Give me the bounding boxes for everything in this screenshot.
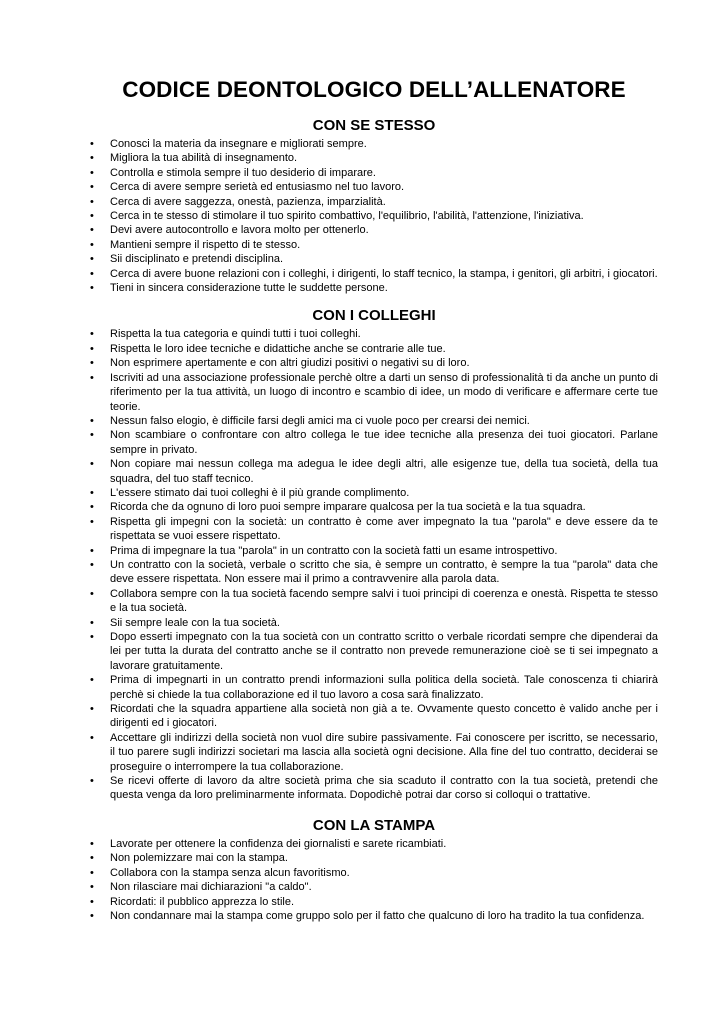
- list-item: • Non esprimere apertamente e con altri giudizi positivi o negativi su di loro.: [90, 356, 658, 370]
- list-item: • Ricordati che la squadra appartiene alla società non già a te. Ovvamente questo concetto è valido anche per i dirigenti ed i giocatori.: [90, 702, 658, 731]
- list-item: • Dopo esserti impegnato con la tua società con un contratto scritto o verbale ricordati sempre che dipenderai da lei per tutta la durata del contratto anche se il contratto non prevede remunerazione cioè se ti sei impegnato a lavorare gratuitamente.: [90, 630, 658, 673]
- document-title: CODICE DEONTOLOGICO DELL’ALLENATORE: [122, 77, 626, 102]
- list-item: • Conosci la materia da insegnare e migliorati sempre.: [90, 137, 658, 151]
- list-item: • Rispetta la tua categoria e quindi tutti i tuoi colleghi.: [90, 327, 658, 341]
- section-heading-con-la-stampa: CON LA STAMPA: [312, 816, 436, 834]
- list-item: • Migliora la tua abilità di insegnamento.: [90, 151, 658, 165]
- document-page: [90, 75, 658, 923]
- list-item: • Se ricevi offerte di lavoro da altre società prima che sia scaduto il contratto con la tua società, pretendi che questa venga da loro preliminarmente informata. Dopodichè potrai dar corso si colloqui o trattative.: [90, 774, 658, 803]
- list-item: • Collabora con la stampa senza alcun favoritismo.: [90, 866, 658, 880]
- list-con-i-colleghi: [90, 327, 658, 802]
- list-item: • Cerca di avere buone relazioni con i colleghi, i dirigenti, lo staff tecnico, la stampa, i genitori, gli arbitri, i giocatori.: [90, 267, 658, 281]
- list-item: • Nessun falso elogio, è difficile farsi degli amici ma ci vuole poco per crearsi dei nemici.: [90, 414, 658, 428]
- section-heading-con-se-stesso: CON SE STESSO: [312, 117, 436, 134]
- list-item: • Sii sempre leale con la tua società.: [90, 616, 658, 630]
- list-item: • Devi avere autocontrollo e lavora molto per ottenerlo.: [90, 223, 658, 237]
- list-item: • Non copiare mai nessun collega ma adegua le idee degli altri, alle esigenze tue, della tua società, della tua squadra, del tuo staff tecnico.: [90, 457, 658, 486]
- list-item: • Cerca in te stesso di stimolare il tuo spirito combattivo, l'equilibrio, l'abilità, l'attenzione, l'iniziativa.: [90, 209, 658, 223]
- list-item: • Cerca di avere saggezza, onestà, pazienza, imparzialità.: [90, 195, 658, 209]
- list-item: • Accettare gli indirizzi della società non vuol dire subire passivamente. Fai conoscere per iscritto, se necessario, il tuo parere sugli indirizzi societari ma lascia alla società ogni decisione. Alla fine del tuo contratto, deciderai se proseguire o interrompere la tua collaborazione.: [90, 731, 658, 774]
- list-item: • Cerca di avere sempre serietà ed entusiasmo nel tuo lavoro.: [90, 180, 658, 194]
- list-item: • Non rilasciare mai dichiarazioni "a caldo".: [90, 880, 658, 894]
- list-item: • Rispetta le loro idee tecniche e didattiche anche se contrarie alle tue.: [90, 342, 658, 356]
- list-item: • Sii disciplinato e pretendi disciplina.: [90, 252, 658, 266]
- list-item: • Controlla e stimola sempre il tuo desiderio di imparare.: [90, 166, 658, 180]
- list-item: • Collabora sempre con la tua società facendo sempre salvi i tuoi principi di coerenza e onestà. Rispetta te stesso e la tua società.: [90, 587, 658, 616]
- list-item: • Ricorda che da ognuno di loro puoi sempre imparare qualcosa per la tua società e la tua squadra.: [90, 500, 658, 514]
- list-item: • Lavorate per ottenere la confidenza dei giornalisti e sarete ricambiati.: [90, 837, 658, 851]
- list-item: • Prima di impegnarti in un contratto prendi informazioni sulla politica della società. Tale conoscenza ti chiarirà perchè si chiede la tua collaborazione ed il tuo lavoro a cosa sarà finalizzato.: [90, 673, 658, 702]
- list-item: • Ricordati: il pubblico apprezza lo stile.: [90, 895, 658, 909]
- list-item: • Tieni in sincera considerazione tutte le suddette persone.: [90, 281, 658, 295]
- list-item: • Non polemizzare mai con la stampa.: [90, 851, 658, 865]
- section-heading-con-i-colleghi: CON I COLLEGHI: [312, 307, 436, 325]
- list-item: • L'essere stimato dai tuoi colleghi è il più grande complimento.: [90, 486, 658, 500]
- list-item: • Iscriviti ad una associazione professionale perchè oltre a darti un senso di professionalità ti da anche un punto di riferimento per la tua attività, un luogo di incontro e scambio di idee, un modo di verificare e affermare certe tue teorie.: [90, 371, 658, 414]
- list-con-la-stampa: [90, 837, 658, 923]
- list-item: • Prima di impegnare la tua "parola" in un contratto con la società fatti un esame introspettivo.: [90, 544, 658, 558]
- list-con-se-stesso: [90, 137, 658, 295]
- list-item: • Mantieni sempre il rispetto di te stesso.: [90, 238, 658, 252]
- list-item: • Non scambiare o confrontare con altro collega le tue idee tecniche alla presenza dei tuoi giocatori. Parlane sempre in privato.: [90, 428, 658, 457]
- list-item: • Non condannare mai la stampa come gruppo solo per il fatto che qualcuno di loro ha tradito la tua confidenza.: [90, 909, 658, 923]
- list-item: • Rispetta gli impegni con la società: un contratto è come aver impegnato la tua "parola" e deve essere da te rispettata se vuoi essere rispettato.: [90, 515, 658, 544]
- list-item: • Un contratto con la società, verbale o scritto che sia, è sempre un contratto, è sempre la tua "parola" data che deve essere rispettata. Non essere mai il primo a contravvenire alla parola data.: [90, 558, 658, 587]
